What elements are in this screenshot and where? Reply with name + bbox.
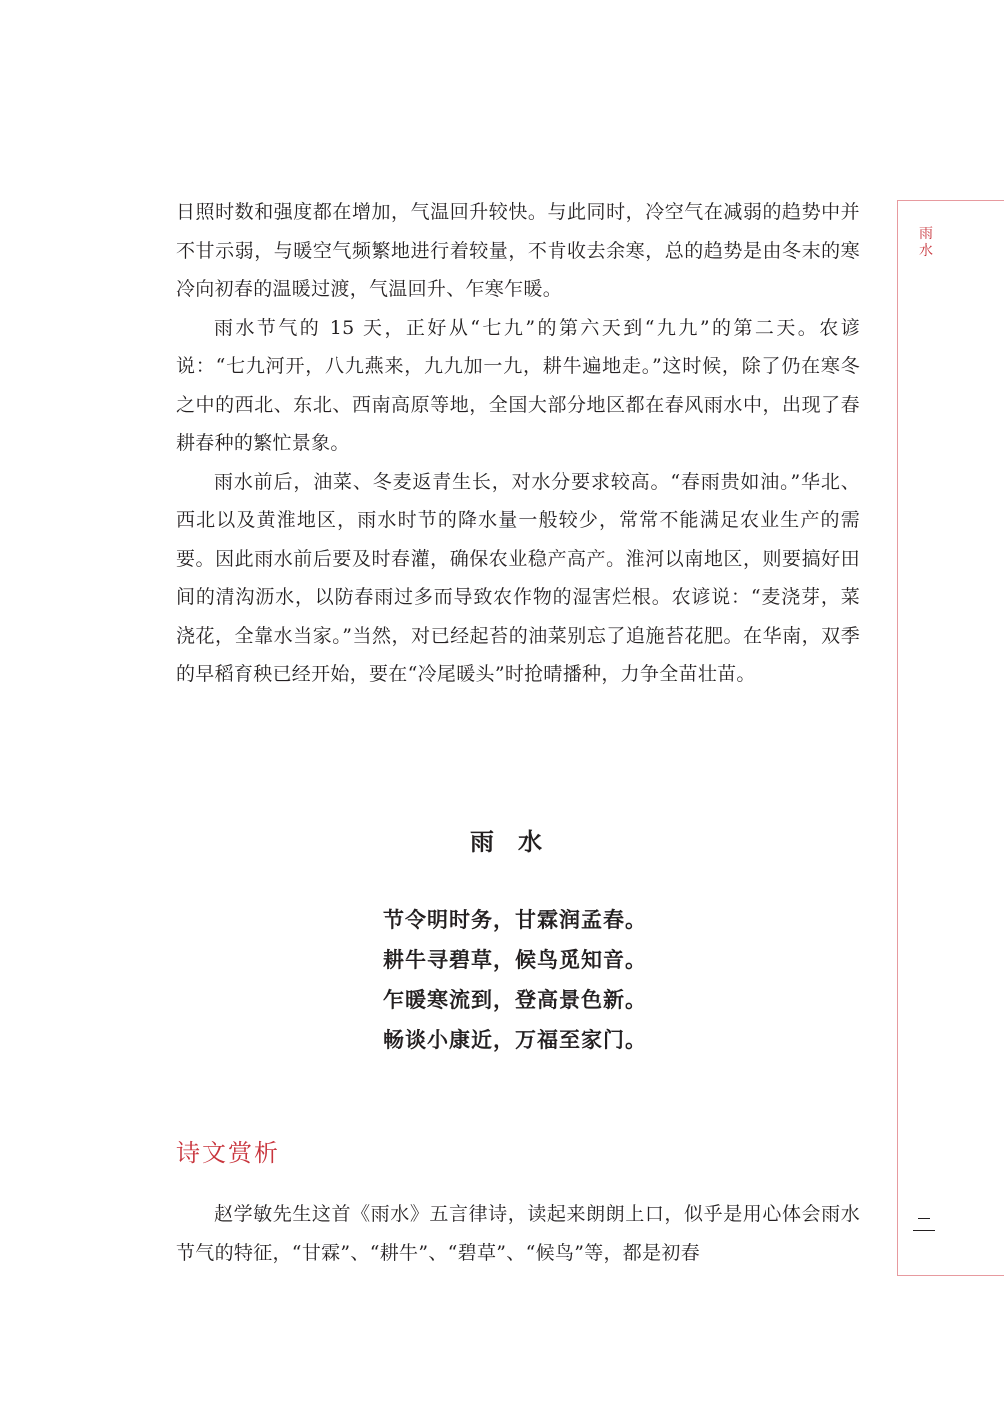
running-head-char-2: 水 [919, 243, 933, 259]
page-number-stroke-1 [918, 1218, 930, 1219]
poem-line-3: 乍暖寒流到，登高景色新。 [383, 987, 647, 1012]
poem-line-1: 节令明时务，甘霖润孟春。 [383, 907, 647, 932]
paragraph-yushui-nine-days: 雨水节气的 15 天，正好从“七九”的第六天到“九九”的第二天。农谚说：“七九河开，八九燕来，九九加一九，耕牛遍地走。”这时候，除了仍在寒冬之中的西北、东北、西南高原等地，全国大部分地区都在春风雨水中，出现了春耕春种的繁忙景象。 [176, 316, 860, 454]
poem-body [383, 900, 683, 1060]
page-number-stroke-2 [913, 1230, 935, 1231]
poem-line-2: 耕牛寻碧草，候鸟觅知音。 [383, 947, 647, 972]
body-text-commentary [176, 1195, 860, 1272]
running-head [916, 226, 936, 260]
paragraph-commentary: 赵学敏先生这首《雨水》五言律诗，读起来朗朗上口，似乎是用心体会雨水节气的特征，“甘霖”、“耕牛”、“碧草”、“候鸟”等，都是初春 [176, 1203, 860, 1264]
margin-frame [897, 200, 1004, 1276]
section-heading-poem-appreciation: 诗文赏析 [176, 1139, 280, 1167]
paragraph-continuation: 日照时数和强度都在增加，气温回升较快。与此同时，冷空气在减弱的趋势中并不甘示弱，与暖空气频繁地进行着较量，不肯收去余寒，总的趋势是由冬末的寒冷向初春的温暖过渡，气温回升、乍寒乍暖。 [176, 201, 860, 300]
paragraph-farming-advice: 雨水前后，油菜、冬麦返青生长，对水分要求较高。“春雨贵如油。”华北、西北以及黄淮地区，雨水时节的降水量一般较少，常常不能满足农业生产的需要。因此雨水前后要及时春灌，确保农业稳产高产。淮河以南地区，则要搞好田间的清沟沥水，以防春雨过多而导致农作物的湿害烂根。农谚说：“麦浇芽，菜浇花，全靠水当家。”当然，对已经起苔的油菜别忘了追施苔花肥。在华南，双季的早稻育秧已经开始，要在“冷尾暖头”时抢晴播种，力争全苗壮苗。 [176, 470, 860, 685]
body-text-top [176, 193, 860, 694]
running-head-char-1: 雨 [919, 226, 933, 242]
poem-title: 雨水 [470, 827, 566, 856]
page-number [912, 1210, 936, 1240]
poem-line-4: 畅谈小康近，万福至家门。 [383, 1027, 647, 1052]
